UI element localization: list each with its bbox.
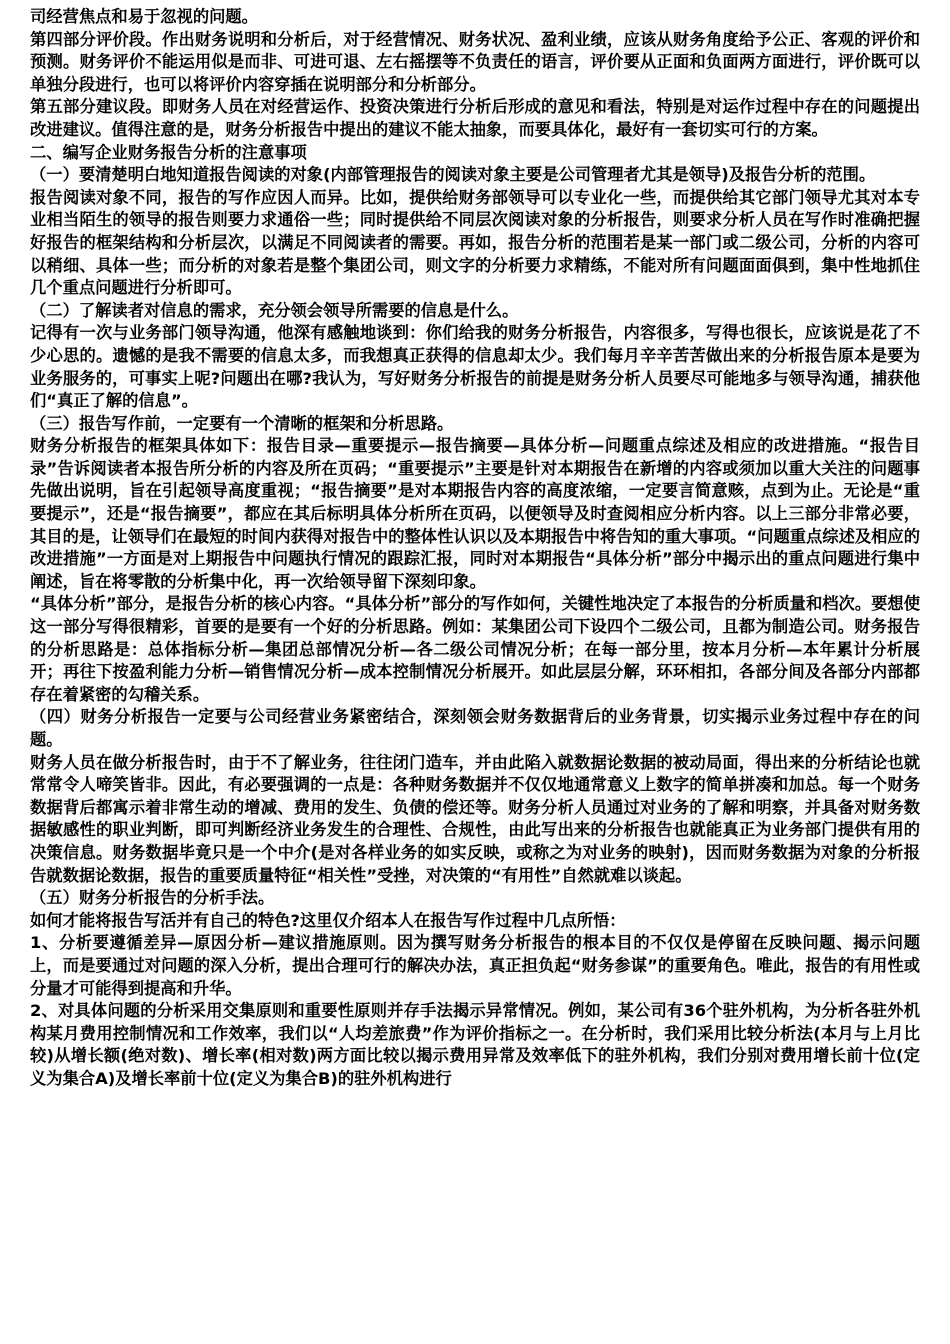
subsection-heading: （二）了解读者对信息的需求，充分领会领导所需要的信息是什么。	[30, 300, 519, 320]
paragraph: 财务人员在做分析报告时，由于不了解业务，往往闭门造车，并由此陷入就数据论数据的被动局面，得出来的分析结论也就常常令人啼笑皆非。因此，有必要强调的一点是：各种财务数据并不仅仅地通常意义上数字的简单拼凑和加总。每一个财务数据背后都寓示着非常生动的增减、费用的发生、负债的偿还等。财务分析人员通过对业务的了解和明察，并具备对财务数据敏感性的职业判断，即可判断经济业务发生的合理性、合规性，由此写出来的分析报告也就能真正为业务部门提供有用的决策信息。财务数据毕竟只是一个中介(是对各样业务的如实反映，或称之为对业务的映射)，因而财务数据为对象的分析报告就数据论数据，报告的重要质量特征“相关性”受挫，对决策的“有用性”自然就难以谈起。	[30, 752, 920, 885]
subsection-heading: （三）报告写作前，一定要有一个清晰的框架和分析思路。	[30, 413, 454, 433]
paragraph: 司经营焦点和易于忽视的问题。	[30, 7, 258, 26]
paragraph: 第四部分评价段。作出财务说明和分析后，对于经营情况、财务状况、盈利业绩，应该从财务角度给予公正、客观的评价和预测。财务评价不能运用似是而非、可进可退、左右摇摆等不负责任的语言，评价要从正面和负面两方面进行，评价既可以单独分段进行，也可以将评价内容穿插在说明部分和分析部分。	[30, 29, 920, 94]
section-heading: 二、编写企业财务报告分析的注意事项	[30, 142, 307, 162]
subsection-heading: （四）财务分析报告一定要与公司经营业务紧密结合，深刻领会财务数据背后的业务背景，切实揭示业务过程中存在的问题。	[30, 707, 920, 749]
paragraph: 1、分析要遵循差异—原因分析—建议措施原则。因为撰写财务分析报告的根本目的不仅仅是停留在反映问题、揭示问题上，而是要通过对问题的深入分析，提出合理可行的解决办法，真正担负起“财务参谋”的重要角色。唯此，报告的有用性或分量才可能得到提高和升华。	[30, 933, 920, 998]
paragraph: 报告阅读对象不同，报告的写作应因人而异。比如，提供给财务部领导可以专业化一些，而提供给其它部门领导尤其对本专业相当陌生的领导的报告则要力求通俗一些；同时提供给不同层次阅读对象的分析报告，则要求分析人员在写作时准确把握好报告的框架结构和分析层次，以满足不同阅读者的需要。再如，报告分析的范围若是某一部门或二级公司，分析的内容可以稍细、具体一些；而分析的对象若是整个集团公司，则文字的分析要力求精练，不能对所有问题面面俱到，集中性地抓住几个重点问题进行分析即可。	[30, 187, 920, 298]
paragraph: 财务分析报告的框架具体如下：报告目录—重要提示—报告摘要—具体分析—问题重点综述及相应的改进措施。“报告目录”告诉阅读者本报告所分析的内容及所在页码；“重要提示”主要是针对本期报告在新增的内容或须加以重大关注的问题事先做出说明，旨在引起领导高度重视；“报告摘要”是对本期报告内容的高度浓缩，一定要言简意赅，点到为止。无论是“重要提示”，还是“报告摘要”，都应在其后标明具体分析所在页码，以便领导及时查阅相应分析内容。以上三部分非常必要，其目的是，让领导们在最短的时间内获得对报告中的整体性认识以及本期报告中将告知的重大事项。“问题重点综述及相应的改进措施”一方面是对上期报告中问题执行情况的跟踪汇报，同时对本期报告“具体分析”部分中揭示出的重点问题进行集中阐述，旨在将零散的分析集中化，再一次给领导留下深刻印象。	[30, 436, 920, 591]
paragraph: 2、对具体问题的分析采用交集原则和重要性原则并存手法揭示异常情况。例如，某公司有36个驻外机构，为分析各驻外机构某月费用控制情况和工作效率，我们以“人均差旅费”作为评价指标之一。在分析时，我们采用比较分析法(本月与上月比较)从增长额(绝对数)、增长率(相对数)两方面比较以揭示费用异常及效率低下的驻外机构，我们分别对费用增长前十位(定义为集合A)及增长率前十位(定义为集合B)的驻外机构进行	[30, 1001, 920, 1088]
subsection-heading: （五）财务分析报告的分析手法。	[30, 888, 275, 908]
paragraph: 第五部分建议段。即财务人员在对经营运作、投资决策进行分析后形成的意见和看法，特别是对运作过程中存在的问题提出改进建议。值得注意的是，财务分析报告中提出的建议不能太抽象，而要具体化，最好有一套切实可行的方案。	[30, 97, 920, 139]
paragraph: 如何才能将报告写活并有自己的特色?这里仅介绍本人在报告写作过程中几点所悟：	[30, 910, 626, 930]
paragraph: “具体分析”部分，是报告分析的核心内容。“具体分析”部分的写作如何，关键性地决定了本报告的分析质量和档次。要想使这一部分写得很精彩，首要的是要有一个好的分析思路。例如：某集团公司下设四个二级公司，且都为制造公司。财务报告的分析思路是：总体指标分析—集团总部情况分析—各二级公司情况分析；在每一部分里，按本月分析—本年累计分析展开；再往下按盈利能力分析—销售情况分析—成本控制情况分析展开。如此层层分解，环环相扣，各部分间及各部分内部都存在着紧密的勾稽关系。	[30, 594, 920, 704]
subsection-heading: （一）要清楚明白地知道报告阅读的对象(内部管理报告的阅读对象主要是公司管理者尤其是领导)及报告分析的范围。	[30, 165, 876, 185]
paragraph: 记得有一次与业务部门领导沟通，他深有感触地谈到：你们给我的财务分析报告，内容很多，写得也很长，应该说是花了不少心思的。遗憾的是我不需要的信息太多，而我想真正获得的信息却太少。我们每月辛辛苦苦做出来的分析报告原本是要为业务服务的，可事实上呢?问题出在哪?我认为，写好财务分析报告的前提是财务分析人员要尽可能地多与领导沟通，捕获他们“真正了解的信息”。	[30, 323, 920, 411]
